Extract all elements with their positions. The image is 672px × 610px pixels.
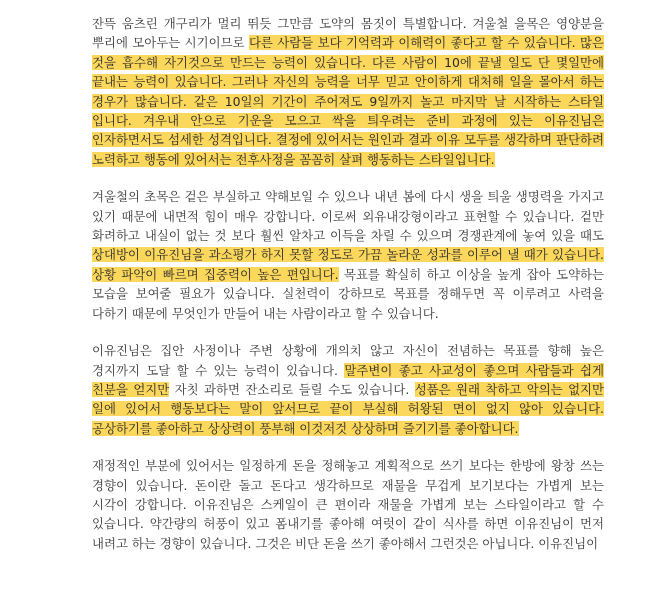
paragraph-text: 잔뜩 움츠린 개구리가 멀리 뛰듯 그만큼 도약의 몸짓이 특별합니다. 겨울철 을목은 영양분을 뿌리에 모아두는 시기이므로: [92, 16, 604, 51]
highlighted-text: 상대방이 이유진님을 과소평가 하지 못할 정도로 가끔 놀라운 성과를 이루어 낼 때가 있습니다. 상황 파악이 빠르며 집중력이 높은 편입니다.: [92, 247, 604, 282]
paragraph-text: 겨울철의 초목은 겉은 부실하고 약해보일 수 있으나 내년 봄에 다시 생을 틔울 생명력을 가지고 있기 때문에 내면적 힘이 매우 강합니다. 이로써 외유내강형이라고 표현할 수 있습니다. 겉만 화려하고 내실이 없는 것 보다 훨씬 알차고 이득을 차릴 수 있으며 경쟁관계에 놓여 있을 때도: [92, 189, 604, 244]
highlighted-text: 다른 사람들 보다 기억력과 이해력이 좋다고 할 수 있습니다. 많은 것을 흡수해 자기것으로 만드는 능력이 있습니다. 다른 사람이 10에 끝낼 일도 단 몇일만에 끝내는 능력이 있습니다. 그러나 자신의 능력을 너무 믿고 안이하게 대처해 일을 몰아서 하는 경우가 많습니다. 같은 10일의 기간이 주어져도 9일까지 놀고 마지막 날 시작하는 스타일 입니다. 겨우내 안으로 기운을 모으고 싹을 틔우려는 준비 과정에 있는 이유진님은 인자하면서도 섬세한 성격입니다. 결정에 있어서는 원인과 결과 이유 모두를 생각하며 판단하려 노력하고 행동에 있어서는 전후사정을 꼼꼼히 살펴 행동하는 스타일입니다.: [92, 35, 604, 167]
paragraph-text: 목표를 확실히 하고 이상을 높게 잡아 도약하는 모습을 보여줄 필요가 있습니다. 실천력이 강하므로 목표를 정해두면 꼭 이루려고 사력을 다하기 때문에 무엇인가 만들어 내는 사람이라고 할 수 있습니다.: [92, 266, 604, 321]
highlighted-text: 성품은 원래 착하고 악의는 없지만 일에 있어서 행동보다는 말이 앞서므로 끝이 부실해 허왕된 면이 없지 않아 있습니다. 공상하기를 좋아하고 상상력이 풍부해 이것저것 상상하며 즐기기를 좋아합니다.: [92, 381, 604, 436]
paragraph-social: [92, 341, 604, 438]
highlighted-text: 말주변이 좋고 사교성이 좋으며 사람들과 쉽게 친분을 얻지만: [92, 362, 604, 397]
paragraph-text: 이유진님은 집안 사정이나 주변 상황에 개의치 않고 자신이 전념하는 목표를 향해 높은 경지까지 도달 할 수 있는 능력이 있습니다.: [92, 343, 604, 378]
paragraph-text: 자칫 과하면 잔소리로 들릴 수도 있습니다.: [169, 381, 415, 397]
paragraph-text: 재정적인 부분에 있어서는 일정하게 돈을 정해놓고 계획적으로 쓰기 보다는 한방에 왕창 쓰는 경향이 있습니다. 돈이란 돌고 돈다고 생각하므로 재물을 무겁게 보기보다는 가볍게 보는 시각이 강합니다. 이유진님은 스케일이 큰 편이라 재물을 가볍게 보는 스타일이라고 할 수 있습니다. 약간량의 허풍이 있고 폼내기를 좋아해 여럿이 같이 식사를 하면 이유진님이 먼저 내려고 하는 경향이 있습니다. 그것은 비단 돈을 쓰기 좋아해서 그런것은 아닙니다. 이유진님이: [92, 458, 604, 551]
document-page: [92, 14, 604, 553]
paragraph-personality: [92, 14, 604, 169]
paragraph-finance: [92, 456, 604, 553]
paragraph-inner-strength: [92, 187, 604, 323]
